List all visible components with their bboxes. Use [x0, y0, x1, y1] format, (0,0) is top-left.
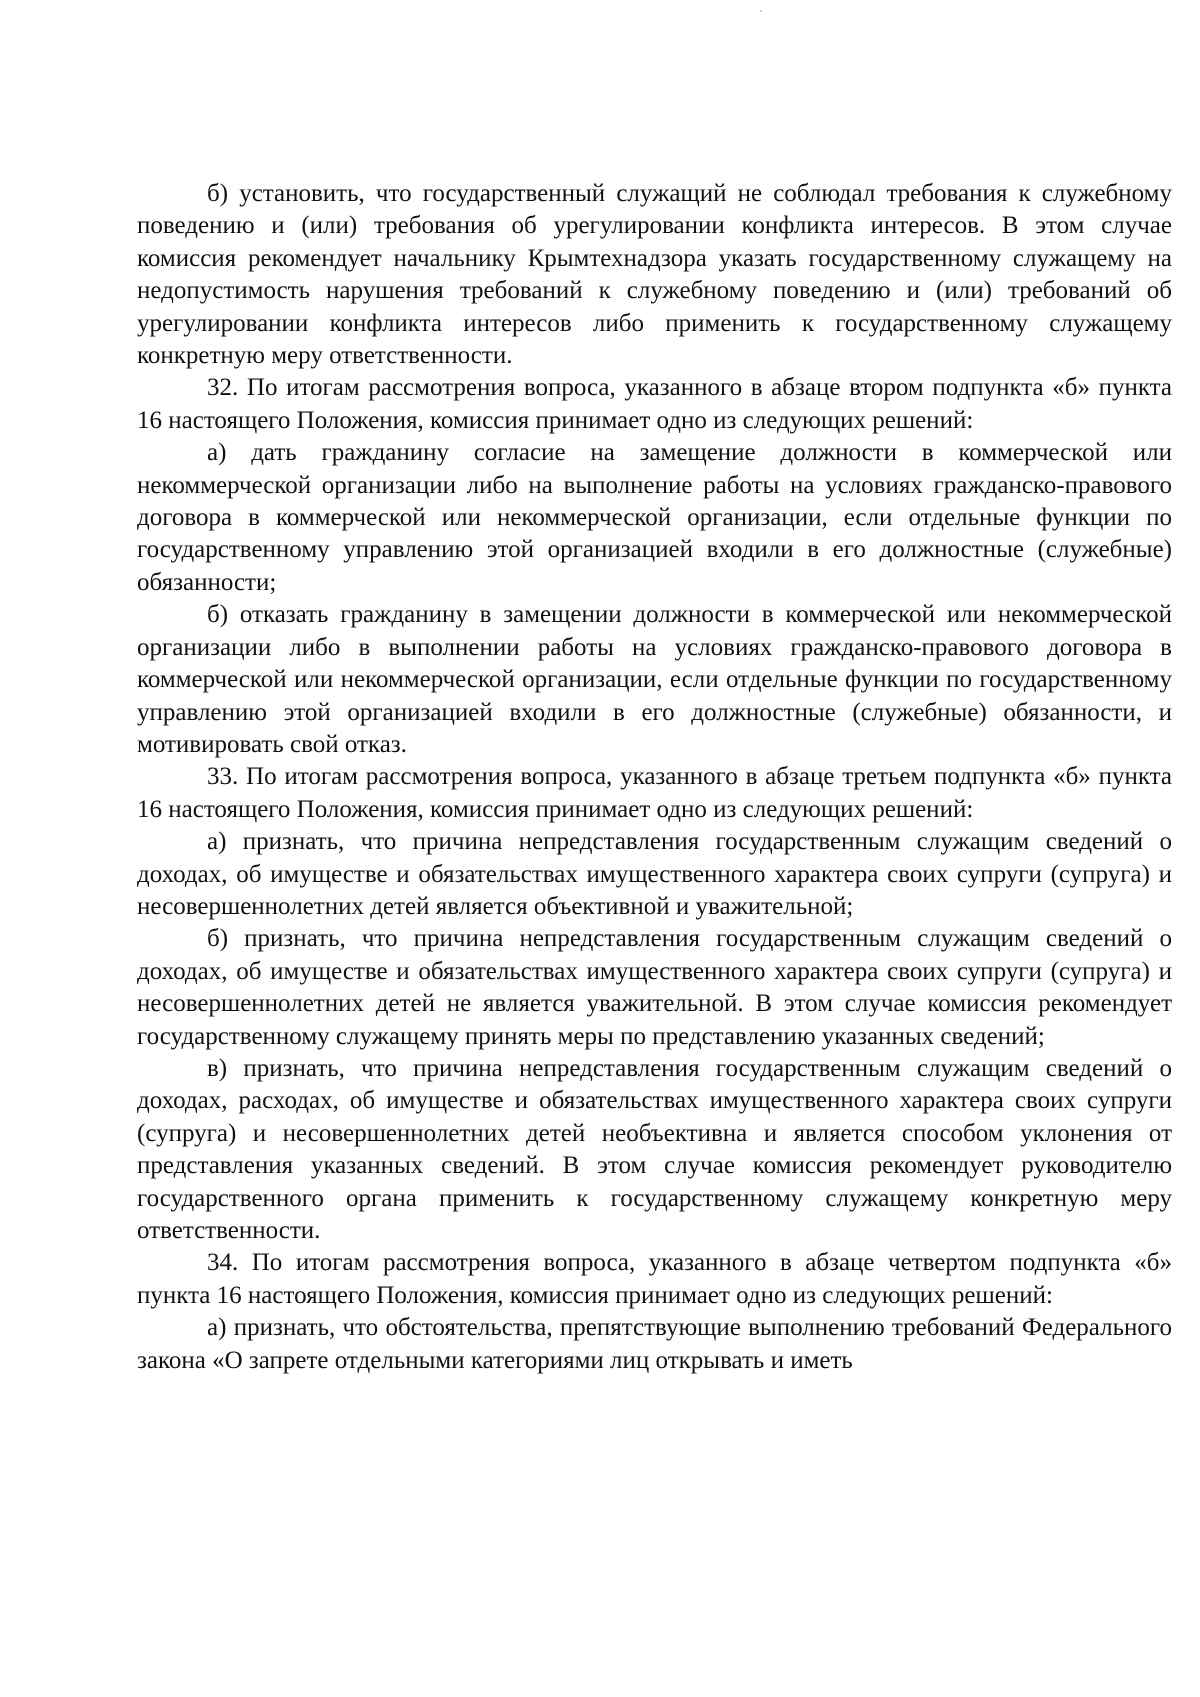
paragraph-33a: а) признать, что причина непредставления государственным служащим сведений о доходах, об имуществе и обязательствах имущественного характера своих супруги (супруга) и несовершеннолетних детей является объективной и уважительной; — [137, 828, 1172, 920]
paragraph-32: 32. По итогам рассмотрения вопроса, указанного в абзаце втором подпункта «б» пункта 16 настоящего Положения, комиссия принимает одно из следующих решений: — [137, 374, 1172, 434]
paragraph-31b: б) установить, что государственный служащий не соблюдал требования к служебному поведению и (или) требования об урегулировании конфликта интересов. В этом случае комиссия рекомендует начальнику Крымтехнадзора указать государственному служащему на недопустимость нарушения требований к служебному поведению и (или) требований об урегулировании конфликта интересов либо применить к государственному служащему конкретную меру ответственности. — [137, 180, 1172, 370]
paragraph-34: 34. По итогам рассмотрения вопроса, указанного в абзаце четвертом подпункта «б» пункта 16 настоящего Положения, комиссия принимает одно из следующих решений: — [137, 1249, 1172, 1309]
paragraph-33v: в) признать, что причина непредставления государственным служащим сведений о доходах, расходах, об имуществе и обязательствах имущественного характера своих супруги (супруга) и несовершеннолетних детей необъективна и является способом уклонения от представления указанных сведений. В этом случае комиссия рекомендует руководителю государственного органа применить к государственному служащему конкретную меру ответственности. — [137, 1054, 1172, 1244]
document-body — [137, 178, 1172, 1377]
paragraph-32b: б) отказать гражданину в замещении должности в коммерческой или некоммерческой организации либо в выполнении работы на условиях гражданско-правового договора в коммерческой или некоммерческой организации, если отдельные функции по государственному управлению этой организацией входили в его должностные (служебные) обязанности, и мотивировать свой отказ. — [137, 601, 1172, 758]
paragraph-33b: б) признать, что причина непредставления государственным служащим сведений о доходах, об имуществе и обязательствах имущественного характера своих супруги (супруга) и несовершеннолетних детей не является уважительной. В этом случае комиссия рекомендует государственному служащему принять меры по представлению указанных сведений; — [137, 925, 1172, 1050]
paragraph-33: 33. По итогам рассмотрения вопроса, указанного в абзаце третьем подпункта «б» пункта 16 настоящего Положения, комиссия принимает одно из следующих решений: — [137, 763, 1172, 823]
paragraph-34a: а) признать, что обстоятельства, препятствующие выполнению требований Федерального закона «О запрете отдельными категориями лиц открывать и иметь — [137, 1314, 1172, 1374]
paragraph-32a: а) дать гражданину согласие на замещение должности в коммерческой или некоммерческой организации либо на выполнение работы на условиях гражданско-правового договора в коммерческой или некоммерческой организации, если отдельные функции по государственному управлению этой организацией входили в его должностные (служебные) обязанности; — [137, 439, 1172, 596]
scan-speck — [760, 10, 762, 12]
